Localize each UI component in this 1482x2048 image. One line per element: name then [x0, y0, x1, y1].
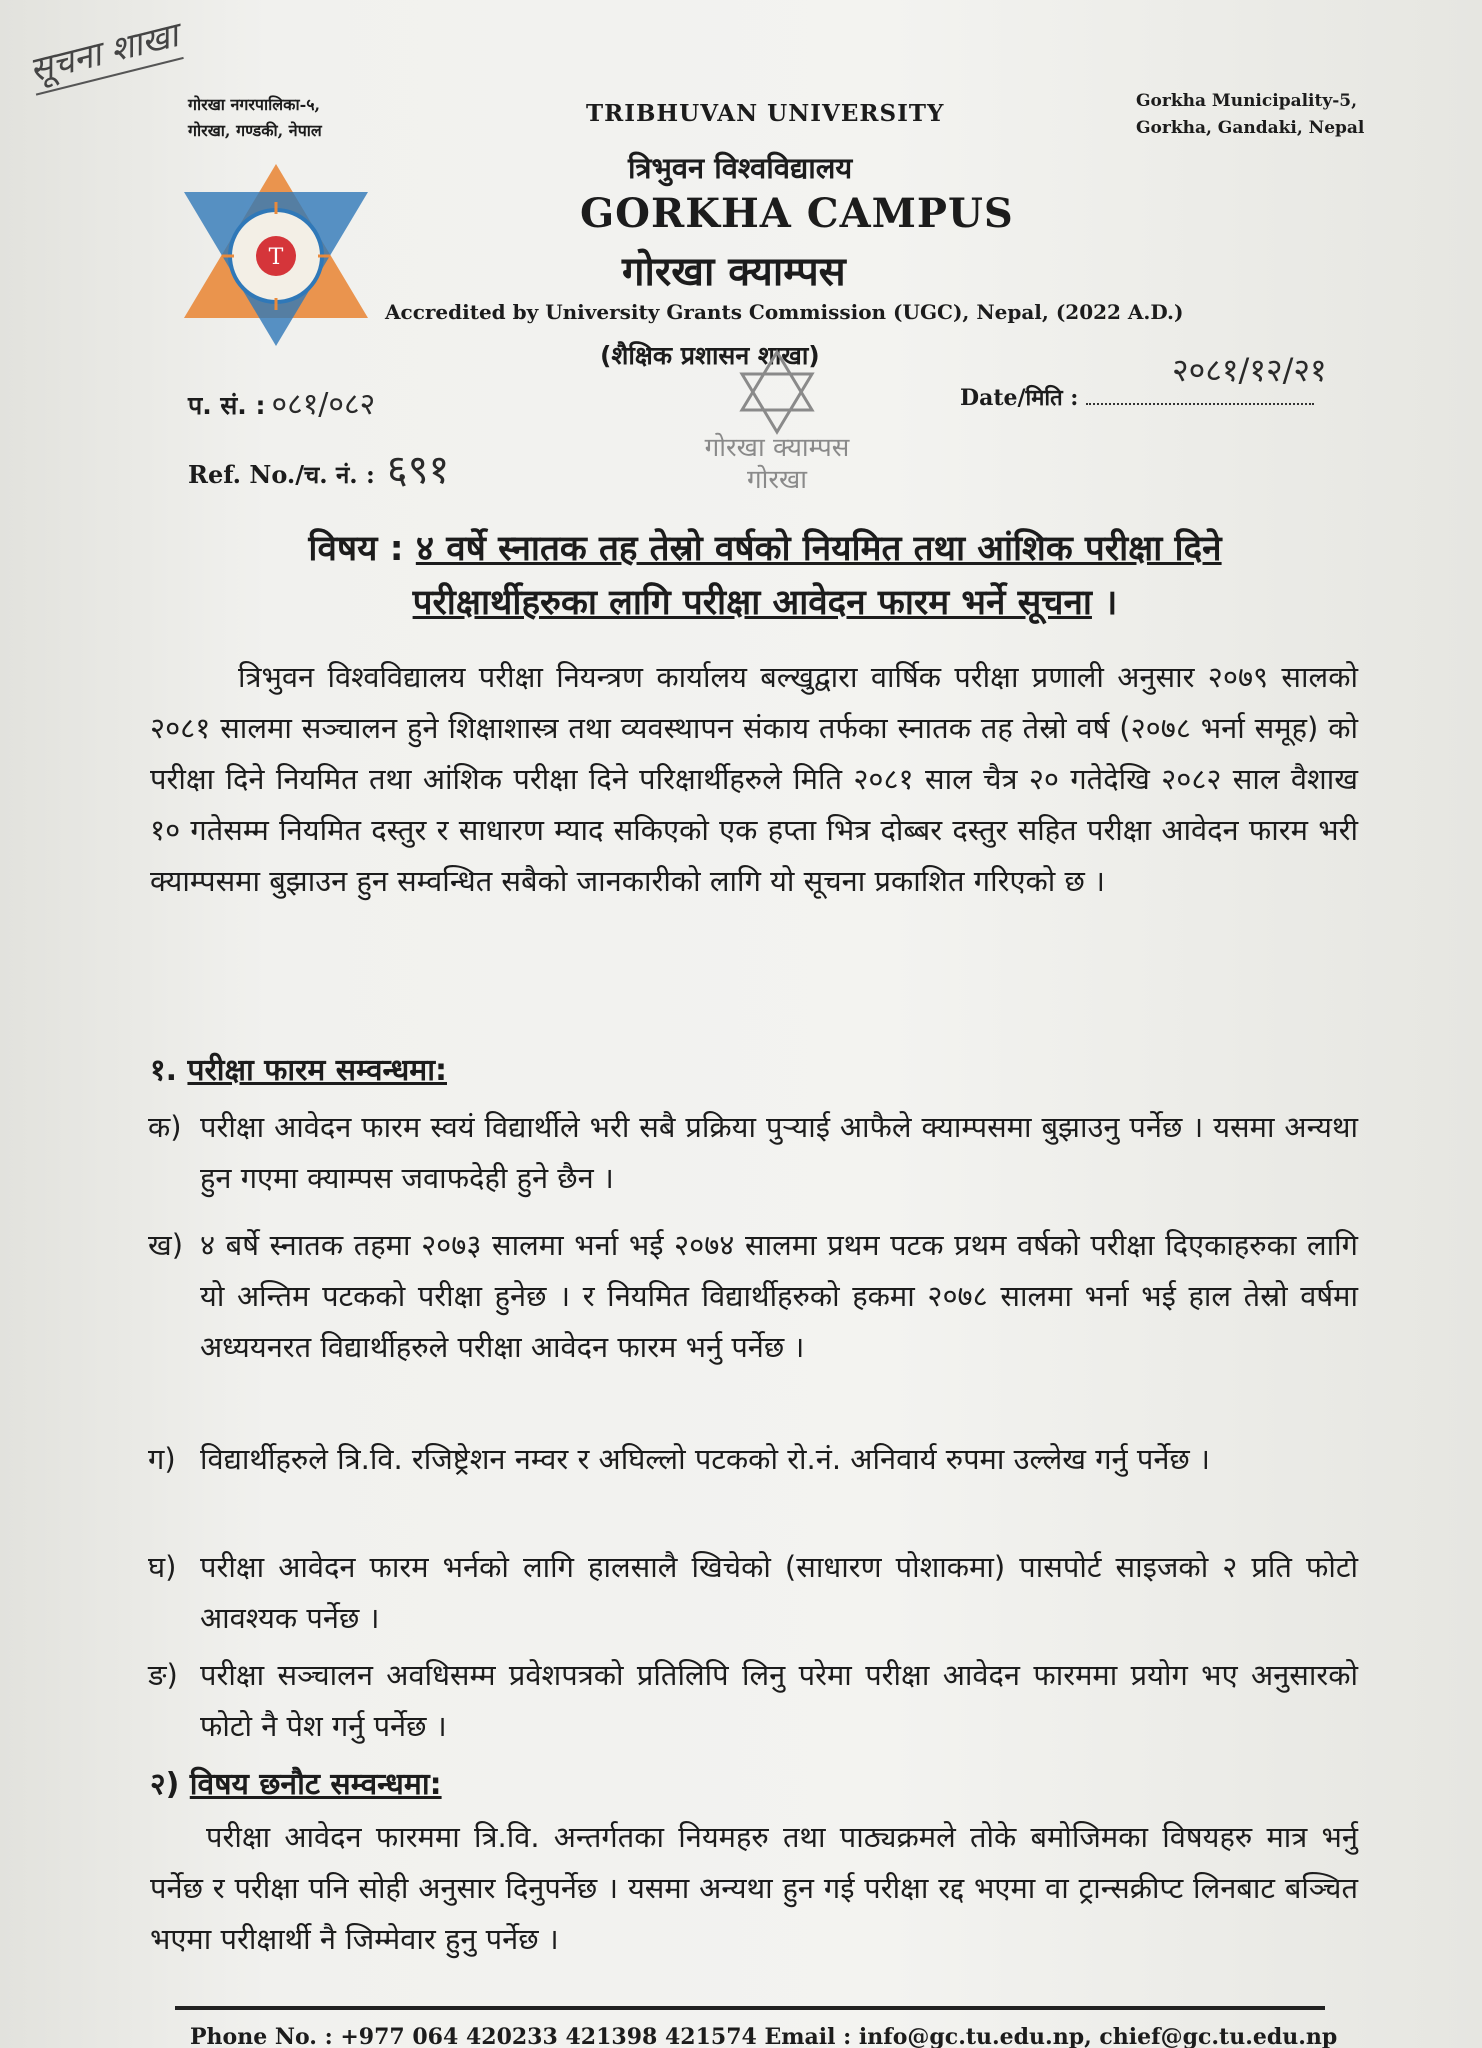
ref-value: ६९१ [386, 447, 450, 493]
section-2-number: २) [150, 1767, 180, 1802]
subject-heading [190, 522, 1340, 630]
address-en-line-2: Gorkha, Gandaki, Nepal [1136, 118, 1365, 138]
item-marker: ग) [148, 1442, 176, 1476]
tu-logo [178, 160, 374, 350]
university-name-en: TRIBHUVAN UNIVERSITY [586, 100, 945, 127]
section-1-heading [150, 1048, 447, 1089]
patra-sankhya [188, 382, 375, 423]
handwritten-section-note: सूचना शाखा [24, 10, 183, 95]
patra-value: ०८१/०८२ [271, 387, 376, 422]
section-2-paragraph: परीक्षा आवेदन फारममा त्रि.वि. अन्तर्गतका नियमहरु तथा पाठ्यक्रमले तोके बमोजिमका विषयहरु मात्र भर्नु पर्नेछ र परीक्षा पनि सोही अनुसार दिनुपर्नेछ । यसमा अन्यथा हुन गई परीक्षा रद्द भएमा वा ट्रान्सक्रीप्ट लिनबाट बञ्चित भएमा परीक्षार्थी नै जिम्मेवार हुनु पर्नेछ । [150, 1820, 1358, 1956]
date-field [960, 382, 1314, 412]
subject-line-1 [190, 522, 1340, 576]
subject-line-2 [190, 576, 1340, 630]
svg-text:T: T [268, 245, 284, 270]
patra-label: प. सं. : [188, 391, 266, 420]
item-marker: ङ) [148, 1658, 178, 1692]
date-dotted-line [1086, 385, 1314, 405]
address-english [1136, 88, 1364, 142]
list-item [148, 1102, 1358, 1204]
address-en-line-1: Gorkha Municipality-5, [1136, 91, 1358, 111]
reference-number [188, 440, 449, 495]
accreditation-line: Accredited by University Grants Commission (UGC), Nepal, (2022 A.D.) [385, 300, 1184, 324]
item-marker: ख) [148, 1228, 184, 1262]
subject-label: विषय : [308, 529, 404, 569]
address-nepali [188, 92, 322, 144]
item-text: परीक्षा सञ्चालन अवधिसम्म प्रवेशपत्रको प्रतिलिपि लिनु परेमा परीक्षा आवेदन फारममा प्रयोग भए अनुसारको फोटो नै पेश गर्नु पर्नेछ । [200, 1658, 1358, 1743]
list-item [148, 1434, 1358, 1485]
item-text: परीक्षा आवेदन फारम भर्नको लागि हालसालै खिचेको (साधारण पोशाकमा) पासपोर्ट साइजको २ प्रति फोटो आवश्यक पर्नेछ । [200, 1550, 1358, 1635]
list-item [148, 1542, 1358, 1644]
address-np-line-1: गोरखा नगरपालिका-५, [188, 95, 321, 114]
section-1-number: १. [150, 1053, 177, 1088]
list-item [148, 1220, 1358, 1373]
date-label: Date/मिति : [960, 385, 1079, 411]
stamp-text-2: गोरखा [746, 465, 808, 495]
date-value: २०८१/१२/२१ [1172, 351, 1327, 389]
campus-name-en: GORKHA CAMPUS [580, 190, 1014, 237]
address-np-line-2: गोरखा, गण्डकी, नेपाल [188, 121, 322, 140]
subject-end: । [1104, 583, 1118, 623]
intro-paragraph: त्रिभुवन विश्वविद्यालय परीक्षा नियन्त्रण कार्यालय बल्खुद्वारा वार्षिक परीक्षा प्रणाली अनुसार २०७९ सालको २०८१ सालमा सञ्चालन हुने शिक्षाशास्त्र तथा व्यवस्थापन संकाय तर्फका स्नातक तह तेस्रो वर्ष (२०७८ भर्ना समूह) को परीक्षा दिने नियमित तथा आंशिक परीक्षा दिने परिक्षार्थीहरुले मिति २०८१ साल चैत्र २० गतेदेखि २०८२ साल वैशाख १० गतेसम्म नियमित दस्तुर र साधारण म्याद सकिएको एक हप्ता भित्र दोब्बर दस्तुर सहित परीक्षा आवेदन फारम भरी क्याम्पसमा बुझाउन हुन सम्वन्धित सबैको जानकारीको लागि यो सूचना प्रकाशित गरिएको छ । [150, 660, 1358, 898]
section-1-title: परीक्षा फारम सम्वन्धमा: [187, 1053, 447, 1088]
item-text: विद्यार्थीहरुले त्रि.वि. रजिष्ट्रेशन नम्वर र अघिल्लो पटकको रो.नं. अनिवार्य रुपमा उल्लेख गर्नु पर्नेछ । [200, 1442, 1210, 1476]
section-name: (शैक्षिक प्रशासन शाखा) [600, 341, 820, 370]
list-item [148, 1650, 1358, 1752]
footer-divider [175, 2006, 1325, 2010]
university-name-np: त्रिभुवन विश्वविद्यालय [628, 151, 853, 185]
item-text: परीक्षा आवेदन फारम स्वयं विद्यार्थीले भरी सबै प्रक्रिया पुऱ्याई आफैले क्याम्पसमा बुझाउनु पर्नेछ । यसमा अन्यथा हुन गएमा क्याम्पस जवाफदेही हुने छैन । [200, 1110, 1358, 1195]
footer-contact: Phone No. : +977 064 420233 421398 421574 Email : info@gc.tu.edu.np, chief@gc.tu.edu.np [190, 2024, 1338, 2048]
stamp-text-1: गोरखा क्याम्पस [704, 433, 850, 463]
subject-text-1: ४ वर्षे स्नातक तह तेस्रो वर्षको नियमित तथा आंशिक परीक्षा दिने [415, 529, 1222, 569]
subject-text-2: परीक्षार्थीहरुका लागि परीक्षा आवेदन फारम भर्ने सूचना [412, 583, 1092, 623]
campus-stamp [682, 348, 872, 498]
section-2-heading [150, 1762, 442, 1803]
item-marker: घ) [148, 1550, 177, 1584]
campus-name-np: गोरखा क्याम्पस [622, 249, 846, 295]
ref-label: Ref. No./च. नं. : [188, 460, 375, 489]
section-2-title: विषय छनौट सम्वन्धमा: [189, 1767, 442, 1802]
item-marker: क) [148, 1110, 182, 1144]
item-text: ४ बर्षे स्नातक तहमा २०७३ सालमा भर्ना भई २०७४ सालमा प्रथम पटक प्रथम वर्षको परीक्षा दिएकाहरुका लागि यो अन्तिम पटकको परीक्षा हुनेछ । र नियमित विद्यार्थीहरुको हकमा २०७८ सालमा भर्ना भई हाल तेस्रो वर्षमा अध्ययनरत विद्यार्थीहरुले परीक्षा आवेदन फारम भर्नु पर्नेछ । [200, 1228, 1358, 1364]
